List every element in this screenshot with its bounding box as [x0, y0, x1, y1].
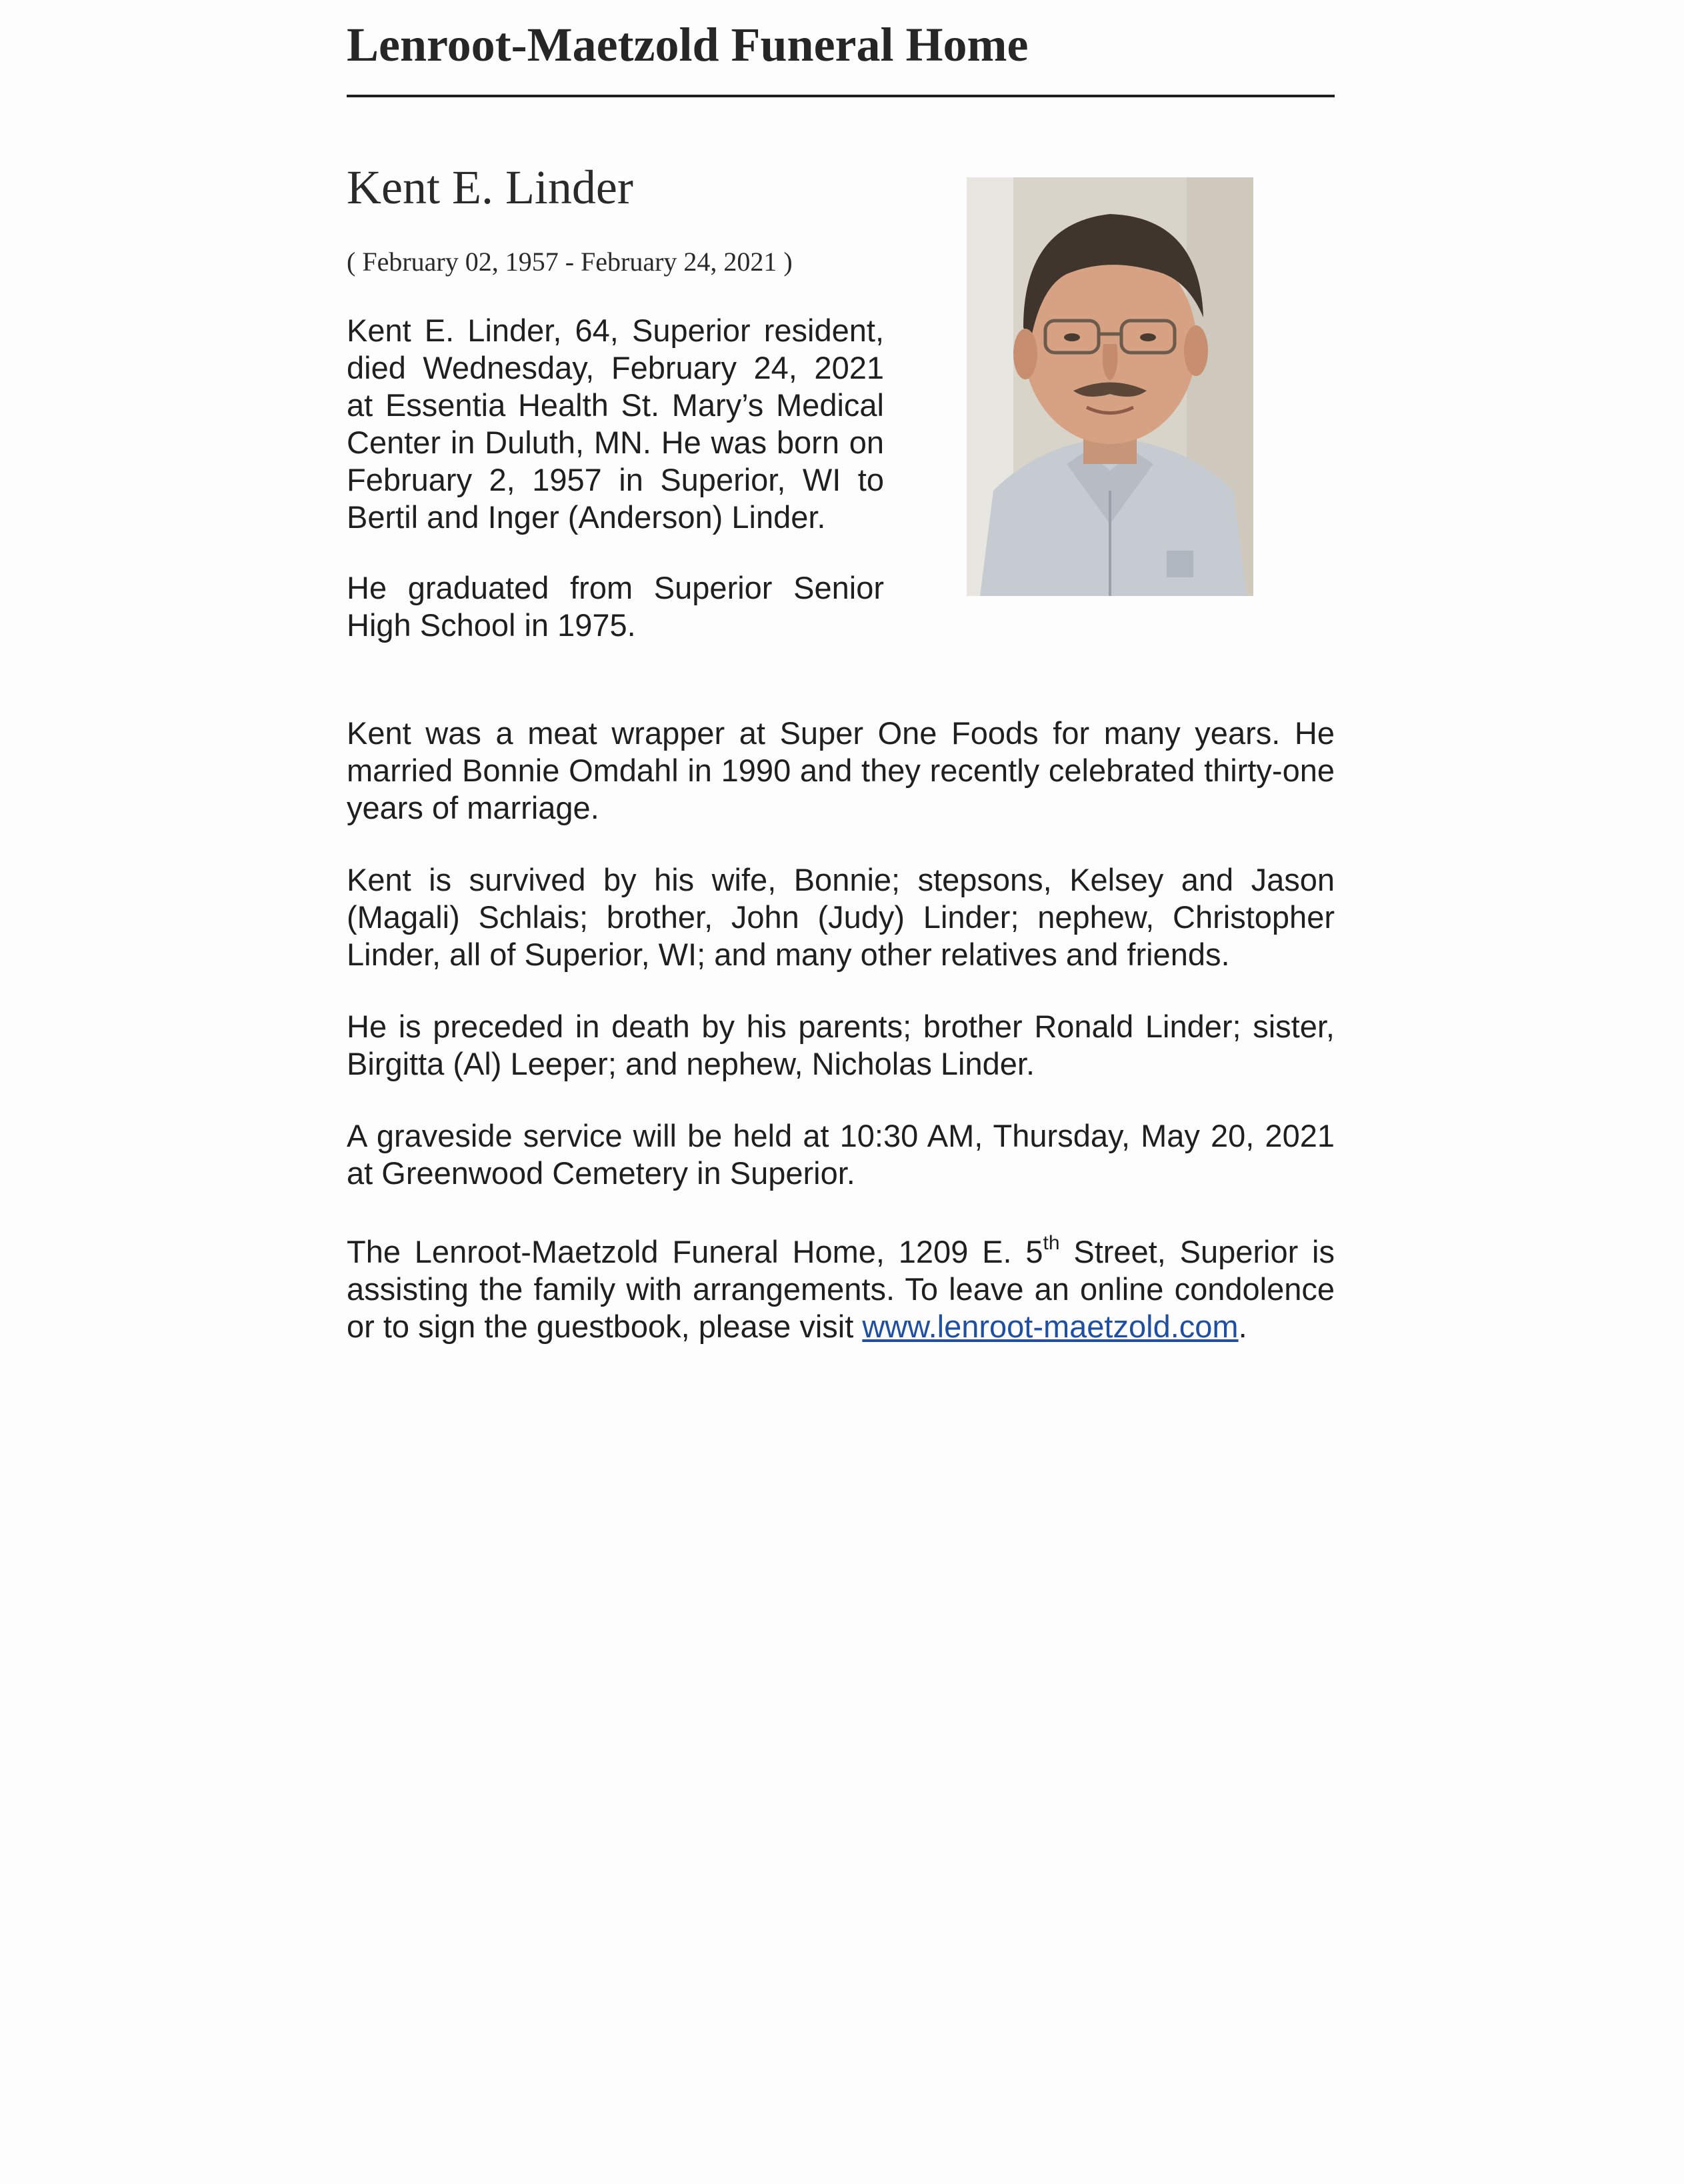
paragraph-closing — [347, 1233, 1335, 1345]
paragraph-career-marriage: Kent was a meat wrapper at Super One Foods for many years. He married Bonnie Omdahl in 1990 and they recently celebrated thirty-one years of marriage. — [347, 715, 1335, 825]
paragraph-death-birth: Kent E. Linder, 64, Superior resident, died Wednesday, February 24, 2021 at Essentia Health St. Mary’s Medical Center in Duluth, MN. He was born on February 2, 1957 in Superior, WI to Bertil and Inger (Anderson) Linder. — [347, 313, 884, 535]
ordinal-suffix: th — [1043, 1232, 1060, 1254]
guestbook-link[interactable]: www.lenroot-maetzold.com — [862, 1309, 1239, 1344]
obituary-body — [347, 715, 1335, 1380]
closing-text-middle: Street, Superior is assisting the family with arrangements. To leave an online condolence or to sign the guestbook, please visit — [347, 1234, 1335, 1344]
header-divider — [347, 95, 1335, 97]
deceased-name: Kent E. Linder — [347, 161, 633, 214]
portrait-photo — [967, 177, 1253, 596]
paragraph-survived-by: Kent is survived by his wife, Bonnie; stepsons, Kelsey and Jason (Magali) Schlais; brother, John (Judy) Linder; nephew, Christopher Linder, all of Superior, WI; and many other relatives and friends. — [347, 862, 1335, 972]
funeral-home-title: Lenroot-Maetzold Funeral Home — [347, 18, 1029, 71]
obituary-intro — [347, 312, 884, 677]
paragraph-education: He graduated from Superior Senior High School in 1975. — [347, 570, 884, 643]
paragraph-preceded-by: He is preceded in death by his parents; brother Ronald Linder; sister, Birgitta (Al) Leeper; and nephew, Nicholas Linder. — [347, 1009, 1335, 1081]
paragraph-service: A graveside service will be held at 10:30 AM, Thursday, May 20, 2021 at Greenwood Cemetery in Superior. — [347, 1118, 1335, 1191]
life-dates: ( February 02, 1957 - February 24, 2021 ) — [347, 247, 793, 277]
closing-period: . — [1238, 1309, 1247, 1344]
portrait-photo-icon — [967, 177, 1253, 596]
closing-text-start: The Lenroot-Maetzold Funeral Home, 1209 E. 5 — [347, 1234, 1043, 1269]
